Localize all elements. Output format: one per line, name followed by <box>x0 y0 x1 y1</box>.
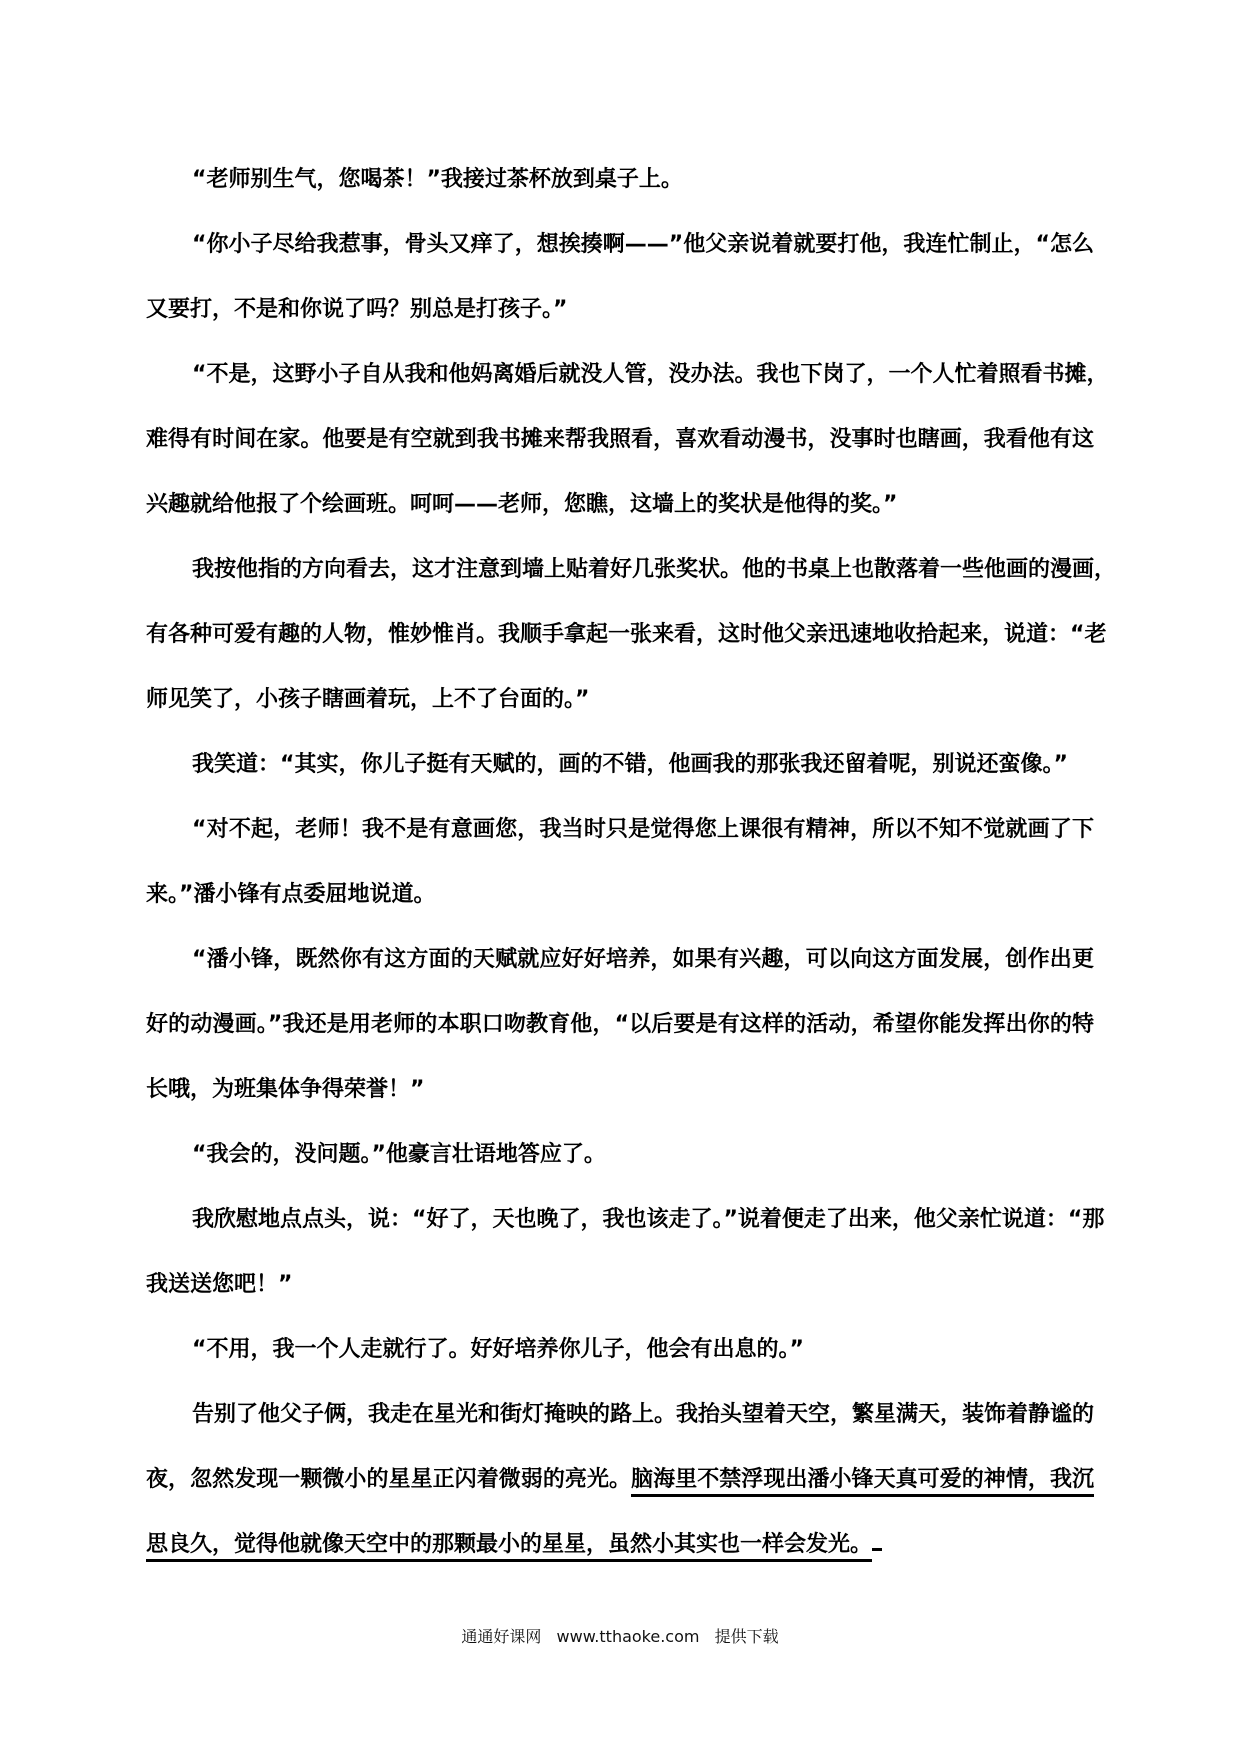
paragraph <box>146 745 1094 810</box>
text-line: 告别了他父子俩，我走在星光和街灯掩映的路上。我抬头望着天空，繁星满天，装饰着静谧的 <box>192 1402 1095 1427</box>
document-body <box>146 160 1117 1590</box>
text-line: “我会的，没问题。”他豪言壮语地答应了。 <box>192 1142 606 1167</box>
underlined-text: 思良久，觉得他就像天空中的那颗最小的星星，虽然小其实也一样会发光。 <box>146 1532 872 1562</box>
text-line: 我按他指的方向看去，这才注意到墙上贴着好几张奖状。他的书桌上也散落着一些他画的漫画， <box>192 557 1117 582</box>
text-line: “潘小锋，既然你有这方面的天赋就应好好培养，如果有兴趣，可以向这方面发展，创作出更 <box>192 947 1094 972</box>
paragraph <box>146 1330 1094 1395</box>
paragraph <box>146 355 1109 550</box>
paragraph <box>146 225 1094 355</box>
text-line <box>146 1460 1094 1525</box>
paragraph <box>146 160 1094 225</box>
text-line <box>146 1525 1094 1590</box>
text-line: 兴趣就给他报了个绘画班。呵呵——老师，您瞧，这墙上的奖状是他得的奖。” <box>146 492 898 517</box>
text-line: 又要打，不是和你说了吗？别总是打孩子。” <box>146 297 568 322</box>
text-line: 我欣慰地点点头，说：“好了，天也晚了，我也该走了。”说着便走了出来，他父亲忙说道：“那 <box>192 1207 1105 1232</box>
footer-site-name: 通通好课网 <box>461 1627 542 1646</box>
paragraph <box>146 940 1094 1135</box>
footer-url[interactable]: www.tthaoke.com <box>556 1627 700 1646</box>
text-line: “你小子尽给我惹事，骨头又痒了，想挨揍啊——”他父亲说着就要打他，我连忙制止，“怎么 <box>192 232 1094 257</box>
text-line: 来。”潘小锋有点委屈地说道。 <box>146 882 436 907</box>
paragraph <box>146 550 1117 745</box>
text-line: 我送送您吧！” <box>146 1272 293 1297</box>
underline-tail <box>872 1547 882 1551</box>
footer <box>0 1624 1240 1647</box>
footer-suffix: 提供下载 <box>714 1627 779 1646</box>
paragraph <box>146 1200 1105 1330</box>
final-paragraph <box>146 1395 1094 1590</box>
text-segment: 夜，忽然发现一颗微小的星星正闪着微弱的亮光。 <box>146 1467 632 1492</box>
paragraph <box>146 1135 1094 1200</box>
underlined-text: 脑海里不禁浮现出潘小锋天真可爱的神情，我沉 <box>631 1467 1094 1497</box>
paragraph <box>146 810 1094 940</box>
text-line: 长哦，为班集体争得荣誉！” <box>146 1077 425 1102</box>
text-line: 难得有时间在家。他要是有空就到我书摊来帮我照看，喜欢看动漫书，没事时也瞎画，我看他有这 <box>146 427 1094 452</box>
text-line: 我笑道：“其实，你儿子挺有天赋的，画的不错，他画我的那张我还留着呢，别说还蛮像。” <box>192 752 1068 777</box>
text-line: 师见笑了，小孩子瞎画着玩，上不了台面的。” <box>146 687 590 712</box>
text-line: 有各种可爱有趣的人物，惟妙惟肖。我顺手拿起一张来看，这时他父亲迅速地收拾起来，说道：“老 <box>146 622 1107 647</box>
text-line: “不是，这野小子自从我和他妈离婚后就没人管，没办法。我也下岗了，一个人忙着照看书摊， <box>192 362 1109 387</box>
text-line: 好的动漫画。”我还是用老师的本职口吻教育他，“以后要是有这样的活动，希望你能发挥出你的特 <box>146 1012 1094 1037</box>
text-line: “不用，我一个人走就行了。好好培养你儿子，他会有出息的。” <box>192 1337 804 1362</box>
text-line: “对不起，老师！我不是有意画您，我当时只是觉得您上课很有精神，所以不知不觉就画了下 <box>192 817 1094 842</box>
text-line: “老师别生气，您喝茶！”我接过茶杯放到桌子上。 <box>192 167 683 192</box>
